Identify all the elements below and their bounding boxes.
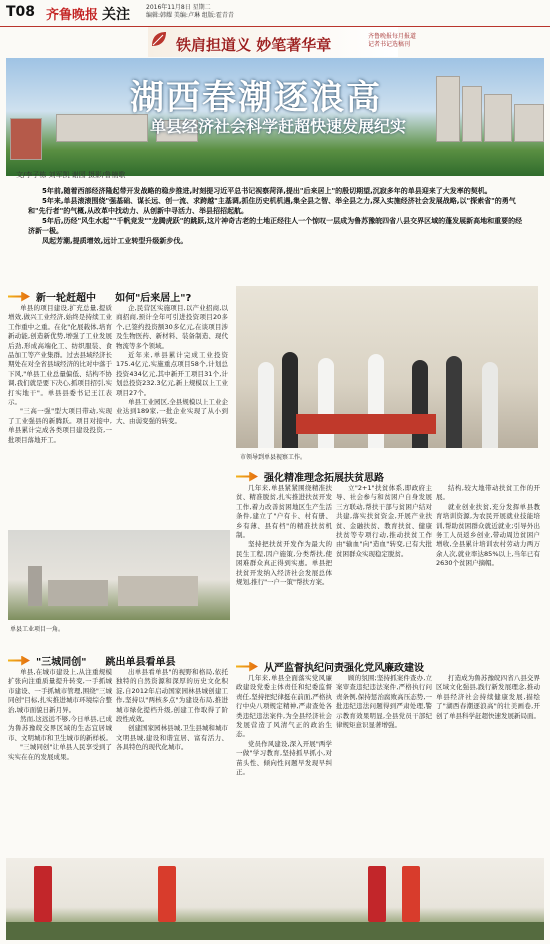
- paragraph: 几年来,单县全面落实党风廉政建设党委主体责任和纪委监督责任,坚持把纪律挺在前面,严格执行中央八项规定精神,严肃查处各类违纪违法案件,为全县经济社会发展营造了风清气正的政治生态。: [236, 674, 332, 739]
- building: [10, 118, 42, 160]
- subheadline: 单县经济社会科学赶超快速发展纪实: [150, 117, 407, 136]
- section-title-text: 新一轮赶超中: [36, 293, 96, 304]
- editor-credits: 编辑:韩耀 美编:卢琳 组版:霍青青: [146, 12, 234, 19]
- article-column: [336, 674, 432, 854]
- paragraph: "三城同创"让单县人民享受到了实实在在的发展成果。: [8, 743, 112, 761]
- dateline: [146, 4, 306, 20]
- paragraph: 出单县看单县"的视野和格局,依托独特的自然资源和深厚的历史文化积淀,自2012年启动国家园林县城创建工作,坚持以"两核多点"为建设布局,推进城市绿化提档升级,创建工作取得了阶段性成效。: [116, 668, 228, 724]
- paragraph: 创建国家园林县城,卫生县城和城市文明县城,建设和谐宜居、富有活力、各具特色的现代化城市。: [116, 724, 228, 752]
- topic-title: 铁肩担道义 妙笔著华章: [176, 36, 332, 54]
- article-column: [436, 484, 540, 642]
- paragraph: "三高一强"型大项目带动,实现了工业强县的新腾跃。项目对接中,单县累计完成各类项目建设投资,一批项目落地开工。: [8, 407, 112, 444]
- lawn: [6, 922, 544, 940]
- section-heading-1: [8, 286, 191, 305]
- section-title-text: 从严监督执纪问责强化党风廉政建设: [264, 663, 424, 674]
- leaf-icon: [150, 30, 168, 48]
- monument-pillar: [34, 866, 52, 922]
- photo-caption: 单县工业项目一角。: [10, 626, 65, 633]
- building: [118, 576, 198, 606]
- paragraph: 企,民营区实施项目,以产业招商,以商招商,预计全年可引进投资项目20多个,已签约投资额30多亿元,在谈项目涉及生物医药、新材料、装备制造、现代物流等多个领域。: [116, 304, 228, 350]
- arrow-icon: [236, 662, 258, 672]
- factory-photo: [8, 530, 230, 620]
- intro-paragraph: 5年后,历经"风生水起""千帆竞发""龙腾虎跃"的跳跃,这片神奇古老的土地正经往人一个惊叹一层成为鲁苏豫皖四省八县交界区域的蓬发展新高地和重要的经济新一极。: [28, 217, 523, 235]
- article-column: [116, 304, 228, 524]
- person-figure: [482, 362, 498, 448]
- topic-note: [368, 33, 458, 49]
- person-figure: [318, 358, 334, 448]
- paragraph: 就业创业扶贫,充分发挥单县教育培训资源,为农民开展就业技能培训,帮助贫困群众就近就业;引导外出务工人员返乡创业,带动周边贫困户增收,全县累计培训农村劳动力两万余人次,就业率达85%以上,当年已有2630个贫困户摘帽。: [436, 502, 540, 568]
- article-column: [236, 674, 332, 854]
- paragraph: 单县工业园区,全县规模以上工业企业达到189家,一批企业实现了从小到大、由弱变强的转变。: [116, 398, 228, 425]
- building: [462, 86, 482, 142]
- headline: 湖西春潮逐浪高: [130, 78, 382, 118]
- paragraph: 立"2+1"扶贫体系,即政府主导、社会参与和贫困户自身发展三方联动,帮扶干部与贫困户结对共建,落实扶贫资金,开展产业扶贫、金融扶贫、教育扶贫、健康扶贫等专项行动,推动扶贫工作由"输血"向"造血"转变,已有大批贫困群众实现稳定脱贫。: [336, 484, 432, 558]
- intro-paragraph: 5年来,单县滚滚围绕"强基础、谋长远、创一流、求跨越"主基调,抓住历史机机遇,集全县之智、举全县之力,深入实施经济社会发展战略,以"探索省"的勇气和"先行者"的气概,从改革中找动力、从创新中寻活力、举县招招起航。: [28, 197, 516, 215]
- paragraph: 结构,较大地带动扶贫工作的开展。: [436, 484, 540, 502]
- byline: 文/李子栋 刘军凯 谢园 摄影/鲁楠歌: [16, 171, 126, 179]
- monument-pillar: [402, 866, 420, 922]
- building: [28, 566, 42, 606]
- paragraph: 党员作风建设,深入开展"两学一做"学习教育,坚持抓早抓小,对苗头性、倾向性问题早发现早纠正。: [236, 739, 332, 777]
- arrow-icon: [8, 656, 30, 666]
- building: [436, 76, 460, 142]
- section-heading-2: [236, 466, 384, 485]
- building: [514, 104, 544, 142]
- event-photo: [236, 286, 538, 448]
- article-column: [116, 668, 228, 856]
- section-title-text: 如何"后来居上"?: [115, 293, 192, 304]
- newspaper-logo: 齐鲁晚报: [46, 8, 99, 23]
- person-figure: [446, 356, 462, 448]
- paragraph: 近年来,单县累计完成工业投资175.4亿元,实施重点项目58个,计划总投资434亿元,其中新开工项目31个,计划总投资232.3亿元,新上规模以上工业项目27个。: [116, 351, 228, 397]
- arrow-icon: [236, 472, 258, 482]
- paragraph: 然而,这远远不够,今日单县,已成为鲁苏豫皖交界区域的生态宜居城市、文明城市和卫生城市的新样板。: [8, 715, 112, 742]
- article-column: [236, 484, 332, 642]
- person-figure: [258, 362, 274, 448]
- section-title-text: 强化精准理念拓展扶贫思路: [264, 473, 384, 484]
- building: [484, 94, 512, 142]
- display-table: [296, 414, 436, 434]
- paragraph: 坚持把扶贫开发作为最大的民生工程,因户施策,分类帮扶,使困难群众真正得到实惠。单县把扶贫开发纳入经济社会发展总体规划,推行"一户一策"帮扶方案。: [236, 540, 332, 587]
- paragraph: 单县的项目建设,扩充总量,提质增效,做兴工业经济,始终是持续工业工作重中之重。在化"化展载体,培育新动能,创造新优势,增强了工业发展后劲,形成高端化工、纺织服装、食品加工等产业集群。过去县域经济长期处在对全省县域经济的比对中落于下风,"单县工业总量偏低、结构不协调,我们就是要下决心,抓项目招引,实打实地干"。单县县委书记王江表示。: [8, 304, 112, 407]
- building: [48, 580, 108, 606]
- section-title-text: 跳出单县看单县: [105, 657, 176, 668]
- arrow-icon: [8, 292, 30, 302]
- date-text: 2016年11月8日 星期二: [146, 4, 211, 11]
- topic-note-line: 齐鲁晚报每月报道: [368, 33, 417, 40]
- section-heading-3: [8, 650, 176, 669]
- paragraph: 几年来,单县紧紧围绕精准扶贫、精准脱贫,扎实推进扶贫开发工作,着力改善贫困地区生产生活条件,建立了"户有卡、村有册、乡有薄、县有档"的精准扶贫机制。: [236, 484, 332, 540]
- square-photo: [6, 858, 544, 940]
- section-heading-4: [236, 656, 424, 675]
- article-column: [336, 484, 432, 642]
- person-figure: [412, 360, 428, 448]
- intro-paragraph: 凤起芳潮,提质增效,远计工业转型升级新步伐。: [42, 237, 188, 245]
- intro-paragraphs: [28, 186, 528, 246]
- photo-caption: 市领导到单县视察工作。: [240, 454, 307, 461]
- monument-pillar: [368, 866, 386, 922]
- section-title-text: "三城同创": [36, 657, 87, 668]
- article-column: [436, 674, 540, 854]
- paragraph: 打造成为鲁苏豫皖四省八县交界区域文化强县,践行新发展理念,推动单县经济社会持续健康发展,描绘了"湖西春潮逐浪高"的壮美画卷,开创了单县科学赶超快速发展新局面。: [436, 674, 540, 720]
- paragraph: 单县,在城市建设上,从注重规模扩张向注重质量提升转变,一手抓城市建设、一手抓城市管理,围绕"三城同创"目标,扎实推进城市环境综合整治,城市面貌日新月异。: [8, 668, 112, 714]
- monument-pillar: [158, 866, 176, 922]
- article-column: [8, 668, 112, 856]
- topic-note-line: 记者书记选稿刊: [368, 41, 411, 48]
- paragraph: 顾的氛围;坚持抓案件查办,立案审查违纪违法案件,严格执行问责条例,保持惩治腐败高压态势,一批违纪违法问题得到严肃处理,警示教育效果明显,全县党员干部纪律规矩意识显著增强。: [336, 674, 432, 730]
- section-title: 关注: [102, 7, 130, 23]
- page-number: T08: [6, 4, 36, 20]
- intro-paragraph: 5年前,随着西部经济隆起带开发战略的稳步推进,时刻提习近平总书记视察菏泽,提出"后来居上"的殷切期望,沉寂多年的单县迎来了大发率的契机。: [42, 187, 492, 195]
